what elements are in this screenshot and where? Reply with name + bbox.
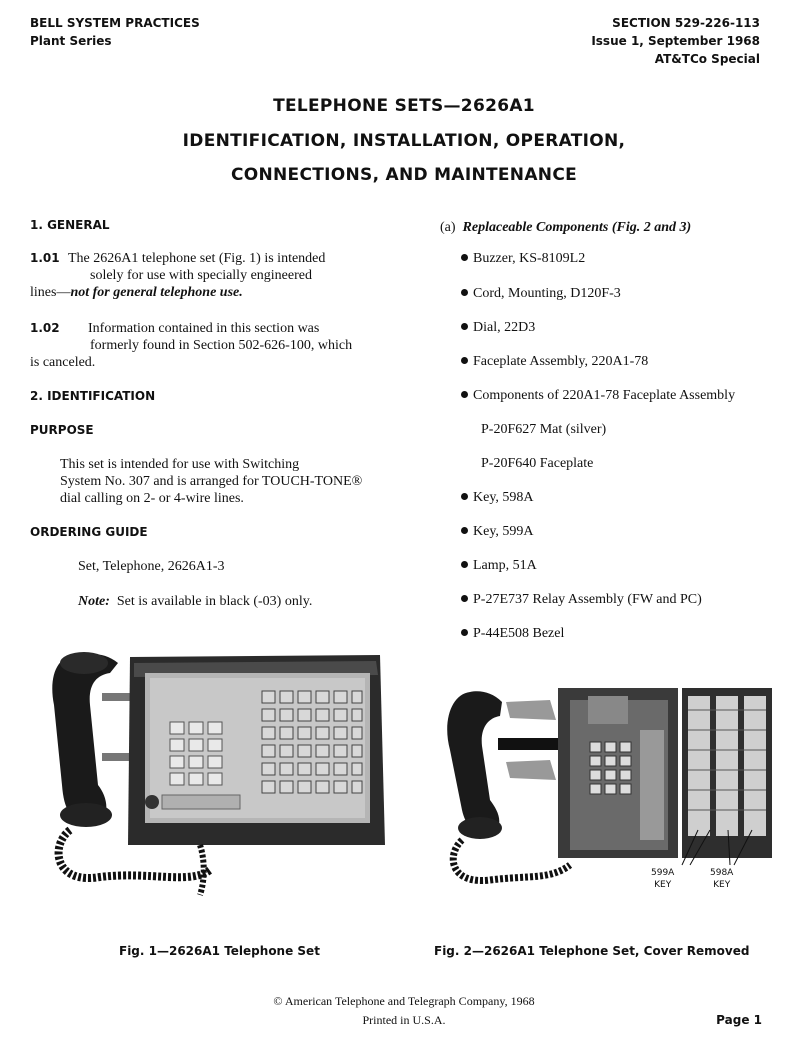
page-number: Page 1 — [716, 1013, 762, 1027]
component-item: Lamp, 51A — [461, 558, 537, 574]
figure-2-caption: Fig. 2—2626A1 Telephone Set, Cover Removed — [434, 944, 750, 958]
component-item: Key, 598A — [461, 490, 534, 506]
bullet-icon — [461, 391, 468, 398]
bullet-icon — [461, 254, 468, 261]
component-subitem: P-20F627 Mat (silver) — [481, 422, 607, 437]
component-subitem: P-20F640 Faceplate — [481, 456, 594, 471]
component-item: Dial, 22D3 — [461, 320, 535, 336]
paragraph-1-01: 1.01 The 2626A1 telephone set (Fig. 1) is intended solely for use with specially engineered lines—not for general telephone use. — [30, 251, 326, 300]
component-item: Buzzer, KS-8109L2 — [461, 251, 585, 267]
purpose-paragraph: This set is intended for use with Switching System No. 307 and is arranged for TOUCH-TONE® dial calling on 2- or 4-wire lines. — [60, 457, 363, 506]
header-left — [30, 14, 200, 50]
copyright: © American Telephone and Telegraph Company, 1968 — [273, 994, 535, 1008]
heading-purpose: PURPOSE — [30, 423, 94, 437]
note — [78, 593, 312, 610]
heading-identification: 2. IDENTIFICATION — [30, 389, 156, 403]
figure-1-caption: Fig. 1—2626A1 Telephone Set — [119, 944, 320, 958]
header-plant-series: Plant Series — [30, 34, 112, 48]
printed-in: Printed in U.S.A. — [362, 1013, 446, 1027]
ordering-item: Set, Telephone, 2626A1-3 — [78, 559, 225, 574]
bullet-icon — [461, 561, 468, 568]
component-item: Components of 220A1-78 Faceplate Assembly — [461, 388, 735, 404]
header-series: BELL SYSTEM PRACTICES — [30, 16, 200, 30]
component-item: P-44E508 Bezel — [461, 626, 564, 642]
callout-598a: 598A KEY — [710, 868, 734, 890]
para-number: 1.01 — [30, 251, 60, 265]
figure-1-photo — [40, 645, 390, 900]
callout-599a: 599A KEY — [651, 868, 675, 890]
title-line-1: TELEPHONE SETS—2626A1 — [273, 96, 535, 116]
title-line-3: CONNECTIONS, AND MAINTENANCE — [230, 165, 578, 185]
bullet-icon — [461, 595, 468, 602]
bullet-icon — [461, 289, 468, 296]
components-heading: (a) Replaceable Components (Fig. 2 and 3) — [440, 220, 692, 235]
bullet-icon — [461, 527, 468, 534]
title-line-2: IDENTIFICATION, INSTALLATION, OPERATION, — [182, 131, 626, 151]
bullet-icon — [461, 323, 468, 330]
figure-2-photo — [440, 680, 780, 895]
note-text: Set is available in black (-03) only. — [116, 594, 313, 609]
bullet-icon — [461, 357, 468, 364]
heading-ordering-guide: ORDERING GUIDE — [30, 525, 148, 539]
special-note: AT&TCo Special — [654, 52, 760, 66]
component-item: Key, 599A — [461, 524, 534, 540]
header-right — [591, 14, 760, 68]
component-item: Faceplate Assembly, 220A1-78 — [461, 354, 648, 370]
bullet-icon — [461, 629, 468, 636]
issue-date: Issue 1, September 1968 — [591, 34, 760, 48]
component-item: Cord, Mounting, D120F-3 — [461, 286, 621, 302]
note-label: Note: — [78, 594, 110, 609]
component-item: P-27E737 Relay Assembly (FW and PC) — [461, 592, 702, 608]
paragraph-1-02: 1.02 Information contained in this section was formerly found in Section 502-626-100, which is canceled. — [30, 321, 353, 370]
para-number: 1.02 — [30, 321, 60, 335]
section-number: SECTION 529-226-113 — [612, 16, 760, 30]
heading-general: 1. GENERAL — [30, 218, 110, 232]
bullet-icon — [461, 493, 468, 500]
